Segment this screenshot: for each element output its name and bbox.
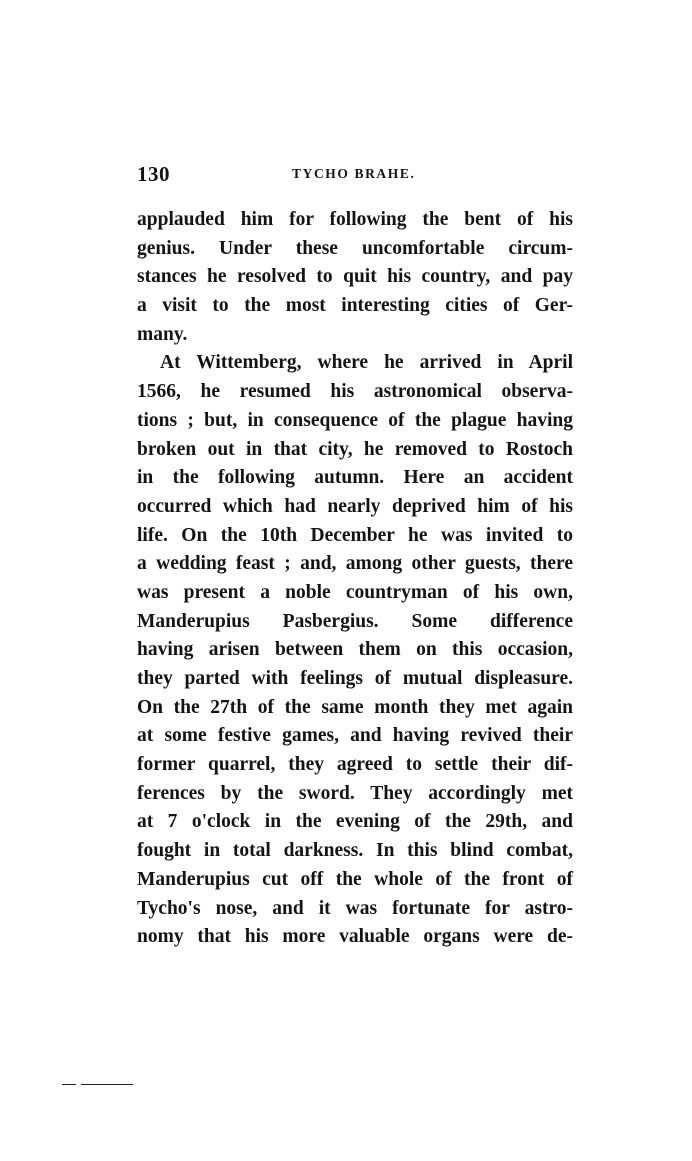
text-line: many.	[137, 323, 188, 345]
text-line: 1566, he resumed his astronomical observa-	[137, 381, 573, 403]
text-line: Tycho's nose, and it was fortunate for astro-	[137, 897, 573, 919]
running-head: TYCHO BRAHE.	[292, 166, 416, 181]
text-line: tions ; but, in consequence of the plague having	[137, 409, 573, 431]
text-line: nomy that his more valuable organs were de-	[137, 926, 573, 948]
text-line: applauded him for following the bent of his	[137, 209, 573, 230]
text-line: at 7 o'clock in the evening of the 29th, and	[137, 811, 573, 833]
text-line: in the following autumn. Here an accident	[137, 467, 573, 489]
text-line: a visit to the most interesting cities of Ger-	[137, 295, 573, 317]
text-line: former quarrel, they agreed to settle their dif-	[137, 754, 573, 776]
text-line: fought in total darkness. In this blind combat,	[137, 840, 573, 862]
short-rule-mark	[62, 1084, 76, 1085]
text-line: Manderupius cut off the whole of the front of	[137, 868, 573, 890]
text-line: life. On the 10th December he was invited to	[137, 524, 573, 546]
text-line: having arisen between them on this occasion,	[137, 639, 573, 661]
text-line: Manderupius Pasbergius. Some difference	[137, 610, 573, 632]
text-line: a wedding feast ; and, among other guests, there	[137, 553, 573, 575]
body-text	[137, 206, 573, 952]
text-line: they parted with feelings of mutual displeasure.	[137, 668, 573, 689]
text-line: At Wittemberg, where he arrived in April	[160, 352, 573, 374]
text-line: was present a noble countryman of his own,	[137, 581, 573, 603]
text-line: genius. Under these uncomfortable circum-	[137, 237, 573, 259]
long-rule-mark	[81, 1084, 133, 1085]
page-number: 130	[137, 162, 170, 186]
text-line: broken out in that city, he removed to Rostoch	[137, 438, 573, 460]
text-line: On the 27th of the same month they met again	[137, 696, 573, 718]
text-line: stances he resolved to quit his country, and pay	[137, 266, 573, 288]
text-line: occurred which had nearly deprived him of his	[137, 495, 573, 517]
page-header	[137, 162, 573, 192]
text-line: ferences by the sword. They accordingly met	[137, 782, 573, 804]
text-line: at some festive games, and having revived their	[137, 725, 573, 747]
